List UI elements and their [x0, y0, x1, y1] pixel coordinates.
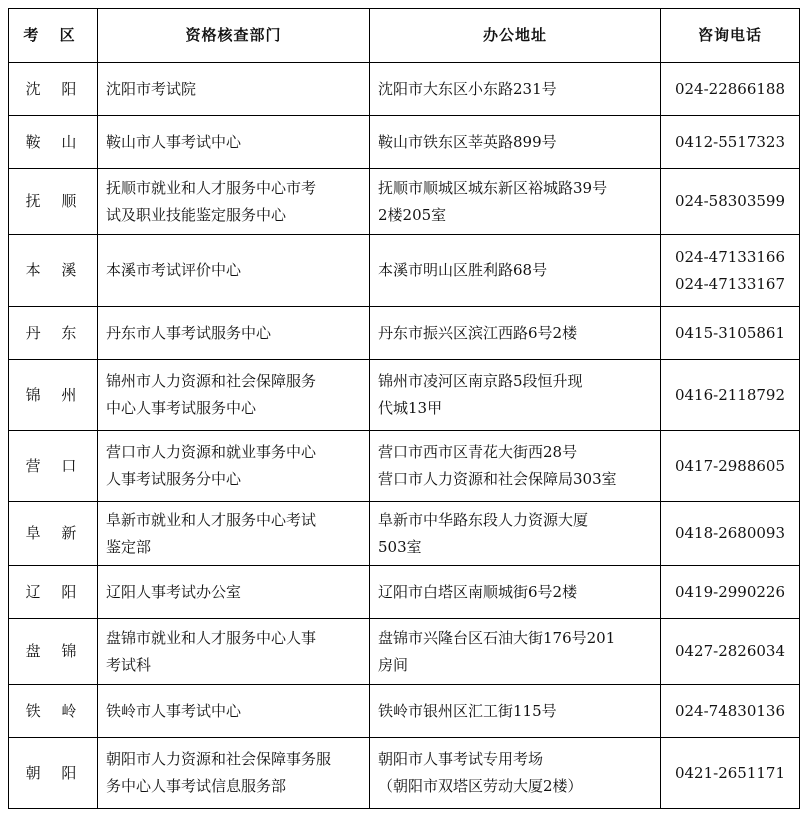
phone-cell: [661, 116, 800, 169]
department-line: 丹东市人事考试服务中心: [106, 323, 272, 342]
phone-cell: [661, 685, 800, 738]
department-cell: [98, 619, 370, 685]
phone-number: 0418-2680093: [674, 524, 786, 542]
address-line: 辽阳市白塔区南顺城街6号2楼: [378, 582, 578, 601]
exam-contact-table: [8, 8, 800, 809]
exam-area-cell: 沈 阳: [9, 63, 98, 116]
department-line: 考试科: [106, 655, 152, 674]
department-cell: [98, 169, 370, 235]
department-line: 沈阳市考试院: [106, 79, 197, 98]
department-cell: [98, 307, 370, 360]
table-row: [9, 235, 800, 307]
address-line: 营口市人力资源和社会保障局303室: [378, 470, 617, 488]
address-cell: [370, 566, 661, 619]
address-cell: [370, 685, 661, 738]
exam-area-cell: 阜 新: [9, 502, 98, 566]
phone-cell: [661, 502, 800, 566]
phone-number: 024-74830136: [674, 701, 786, 720]
department-line: 阜新市就业和人才服务中心考试: [106, 510, 317, 529]
exam-area-cell: 朝 阳: [9, 738, 98, 809]
phone-cell: [661, 307, 800, 360]
department-cell: [98, 738, 370, 809]
exam-area-cell: 丹 东: [9, 307, 98, 360]
phone-cell: [661, 360, 800, 431]
table-row: [9, 360, 800, 431]
department-cell: [98, 431, 370, 502]
department-line: 锦州市人力资源和社会保障服务: [106, 372, 317, 390]
phone-number: 024-58303599: [674, 192, 786, 210]
address-line: 本溪市明山区胜利路68号: [378, 261, 548, 279]
header-row: [9, 9, 800, 63]
exam-area-cell: 鞍 山: [9, 116, 98, 169]
exam-area-cell: 营 口: [9, 431, 98, 502]
address-line: 盘锦市兴隆台区石油大街176号201: [378, 628, 616, 647]
department-line: 人事考试服务分中心: [106, 470, 242, 488]
address-line: 鞍山市铁东区莘英路899号: [378, 132, 557, 151]
department-line: 盘锦市就业和人才服务中心人事: [106, 628, 317, 647]
phone-cell: [661, 619, 800, 685]
department-line: 朝阳市人力资源和社会保障事务服: [106, 750, 332, 768]
phone-number: 024-47133166: [674, 247, 786, 266]
address-cell: [370, 502, 661, 566]
address-cell: [370, 738, 661, 809]
exam-area-cell: 锦 州: [9, 360, 98, 431]
address-cell: [370, 116, 661, 169]
address-line: 沈阳市大东区小东路231号: [378, 79, 557, 98]
phone-number: 0416-2118792: [674, 385, 786, 404]
phone-cell: [661, 566, 800, 619]
address-cell: [370, 431, 661, 502]
phone-number: 0421-2651171: [674, 763, 786, 782]
exam-area-cell: 辽 阳: [9, 566, 98, 619]
table-row: [9, 116, 800, 169]
department-line: 营口市人力资源和就业事务中心: [106, 443, 317, 461]
department-cell: [98, 63, 370, 116]
phone-cell: [661, 431, 800, 502]
table-row: [9, 307, 800, 360]
department-line: 试及职业技能鉴定服务中心: [106, 205, 287, 224]
phone-number: 0412-5517323: [674, 132, 786, 151]
address-cell: [370, 235, 661, 307]
address-line: 房间: [378, 655, 409, 674]
address-line: 阜新市中华路东段人力资源大厦: [378, 510, 589, 529]
table-row: [9, 431, 800, 502]
header-phone: 咨询电话: [661, 9, 800, 63]
address-line: 铁岭市银州区汇工街115号: [378, 701, 557, 720]
address-cell: [370, 63, 661, 116]
address-cell: [370, 307, 661, 360]
address-line: （朝阳市双塔区劳动大厦2楼）: [378, 777, 583, 795]
phone-number: 0427-2826034: [674, 642, 786, 660]
department-cell: [98, 235, 370, 307]
phone-number: 0415-3105861: [674, 323, 786, 342]
table-row: [9, 685, 800, 738]
exam-area-cell: 盘 锦: [9, 619, 98, 685]
phone-cell: [661, 235, 800, 307]
table-row: [9, 738, 800, 809]
department-line: 鉴定部: [106, 537, 152, 556]
address-line: 503室: [378, 537, 422, 556]
table-row: [9, 63, 800, 116]
address-cell: [370, 360, 661, 431]
exam-area-cell: 本 溪: [9, 235, 98, 307]
phone-number: 024-22866188: [674, 79, 786, 98]
department-line: 务中心人事考试信息服务部: [106, 777, 287, 795]
phone-number: 024-47133167: [674, 274, 786, 293]
phone-number: 0417-2988605: [674, 456, 786, 475]
address-line: 2楼205室: [378, 205, 447, 224]
department-line: 铁岭市人事考试中心: [106, 701, 242, 720]
table-row: [9, 619, 800, 685]
table-body: [9, 63, 800, 809]
department-cell: [98, 502, 370, 566]
table-row: [9, 502, 800, 566]
table-row: [9, 566, 800, 619]
phone-number: 0419-2990226: [674, 582, 786, 601]
department-cell: [98, 360, 370, 431]
address-line: 丹东市振兴区滨江西路6号2楼: [378, 323, 578, 342]
phone-cell: [661, 169, 800, 235]
department-line: 鞍山市人事考试中心: [106, 132, 242, 151]
department-cell: [98, 116, 370, 169]
address-cell: [370, 619, 661, 685]
phone-cell: [661, 63, 800, 116]
address-line: 锦州市凌河区南京路5段恒升现: [378, 372, 583, 390]
address-line: 营口市西市区青花大街西28号: [378, 443, 578, 461]
address-line: 代城13甲: [378, 399, 443, 417]
header-address: 办公地址: [370, 9, 661, 63]
phone-cell: [661, 738, 800, 809]
department-line: 抚顺市就业和人才服务中心市考: [106, 178, 317, 197]
department-line: 中心人事考试服务中心: [106, 399, 257, 417]
address-cell: [370, 169, 661, 235]
exam-area-cell: 铁 岭: [9, 685, 98, 738]
table-row: [9, 169, 800, 235]
department-cell: [98, 685, 370, 738]
address-line: 朝阳市人事考试专用考场: [378, 750, 544, 768]
header-exam-area: 考 区: [9, 9, 98, 63]
address-line: 抚顺市顺城区城东新区裕城路39号: [378, 178, 608, 197]
department-cell: [98, 566, 370, 619]
header-department: 资格核查部门: [98, 9, 370, 63]
exam-area-cell: 抚 顺: [9, 169, 98, 235]
department-line: 辽阳人事考试办公室: [106, 582, 242, 601]
department-line: 本溪市考试评价中心: [106, 261, 242, 279]
